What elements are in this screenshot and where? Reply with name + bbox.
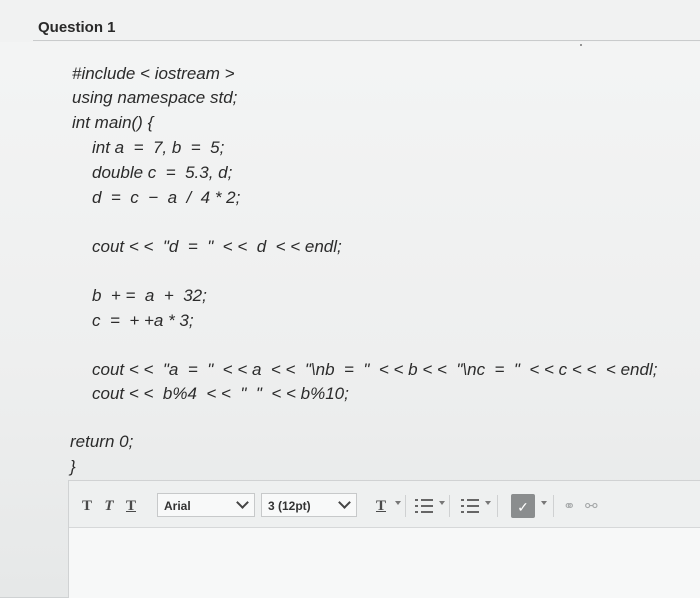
font-size-value: 3 (12pt) xyxy=(268,499,311,513)
code-line: c = + +a * 3; xyxy=(92,311,194,330)
code-line: using namespace std; xyxy=(72,88,238,107)
toolbar-divider xyxy=(449,495,450,517)
text-color-icon[interactable]: T xyxy=(375,498,386,514)
unlink-icon[interactable]: ⚯ xyxy=(585,498,598,515)
code-line: return 0; xyxy=(70,432,134,451)
editor-text-area[interactable] xyxy=(69,528,700,598)
code-line: int a = 7, b = 5; xyxy=(92,138,225,157)
spellcheck-icon[interactable]: ✓ xyxy=(511,494,535,518)
toolbar-divider xyxy=(497,495,498,517)
code-line: cout < < "d = " < < d < < endl; xyxy=(92,237,342,256)
code-line: #include < iostream > xyxy=(72,64,235,83)
link-icon[interactable]: ⚭ xyxy=(563,498,576,515)
answer-editor xyxy=(68,480,700,598)
text-color-dropdown-icon[interactable] xyxy=(395,501,401,505)
code-line: } xyxy=(70,457,76,476)
toolbar-divider xyxy=(553,495,554,517)
font-family-value: Arial xyxy=(164,499,191,513)
underline-t-icon[interactable]: T xyxy=(125,498,136,514)
header-divider xyxy=(33,40,700,41)
code-line: b + = a + 32; xyxy=(92,286,207,305)
code-line: cout < < b%4 < < " " < < b%10; xyxy=(92,384,349,403)
ordered-list-dropdown-icon[interactable] xyxy=(485,501,491,505)
code-line: cout < < "a = " < < a < < "\nb = " < < b < < "\nc = " < < c < < < endl; xyxy=(92,360,658,379)
code-line: double c = 5.3, d; xyxy=(92,163,233,182)
question-header xyxy=(0,0,700,42)
italic-t-icon[interactable]: T xyxy=(104,498,114,514)
ordered-list-icon[interactable] xyxy=(461,498,479,514)
editor-toolbar xyxy=(69,481,700,528)
code-line: int main() { xyxy=(72,113,154,132)
code-line: d = c − a / 4 * 2; xyxy=(92,188,241,207)
toolbar-divider xyxy=(405,495,406,517)
chevron-down-icon xyxy=(236,496,249,509)
bold-t-icon[interactable]: T xyxy=(81,498,92,514)
question-title: Question 1 xyxy=(38,19,116,36)
unordered-list-icon[interactable] xyxy=(415,498,433,514)
list-dropdown-icon[interactable] xyxy=(439,501,445,505)
decorative-dot xyxy=(580,44,582,46)
font-size-select[interactable] xyxy=(261,493,357,517)
font-family-select[interactable] xyxy=(157,493,255,517)
spellcheck-dropdown-icon[interactable] xyxy=(541,501,547,505)
chevron-down-icon xyxy=(338,496,351,509)
